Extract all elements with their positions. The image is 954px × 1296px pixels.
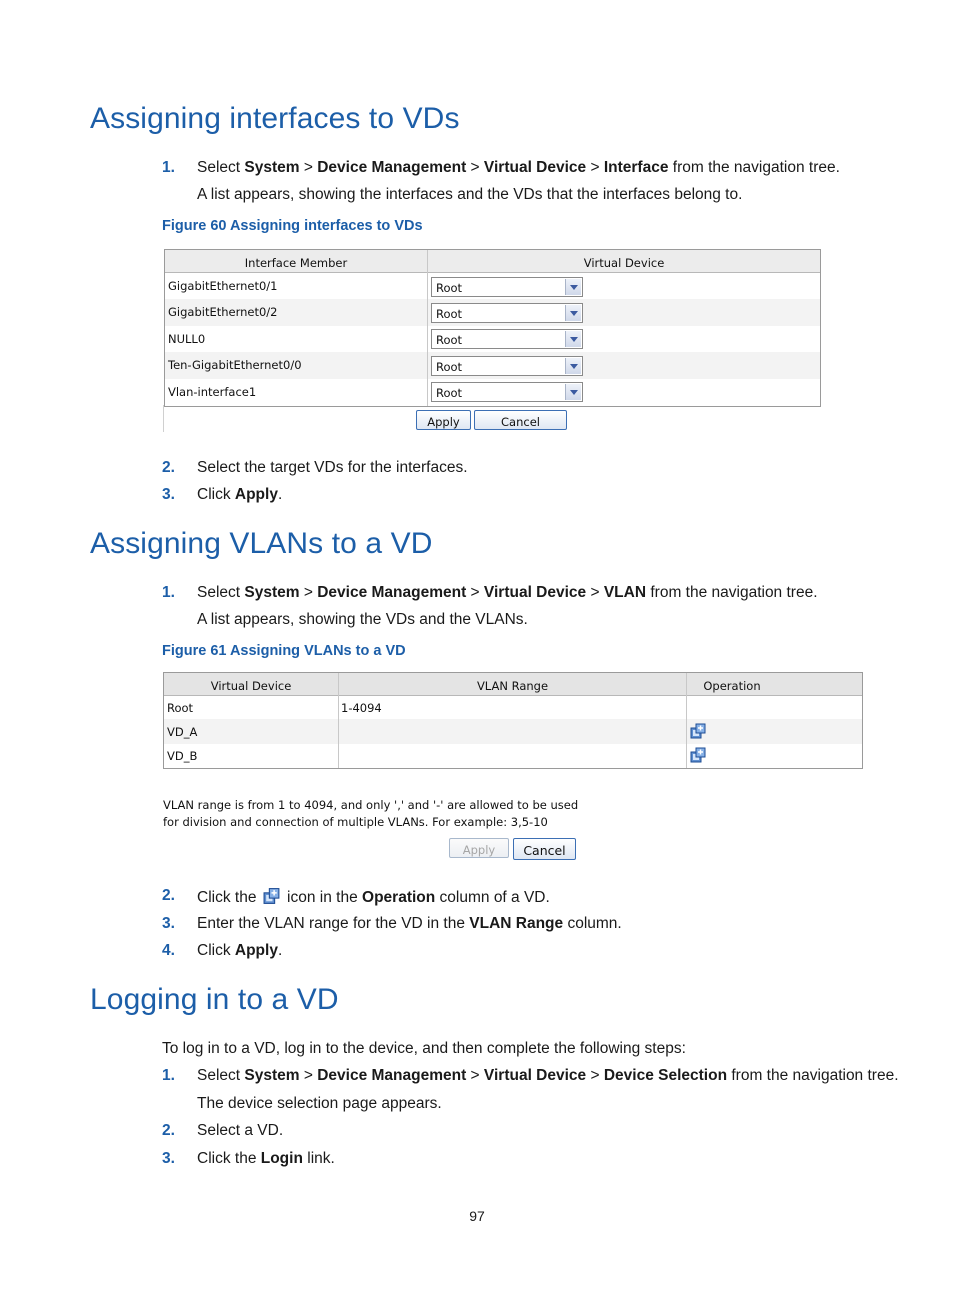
table-row xyxy=(165,326,427,352)
table-row xyxy=(165,273,427,299)
text: > xyxy=(299,159,318,176)
table-row xyxy=(164,719,862,744)
text: from the navigation tree. xyxy=(727,1067,899,1084)
table-row xyxy=(165,299,427,326)
interface-name: Vlan-interface1 xyxy=(168,385,257,399)
text: column of a VD. xyxy=(435,889,550,906)
column-divider xyxy=(338,673,339,768)
step-text xyxy=(197,584,818,602)
chevron-down-icon[interactable] xyxy=(565,331,581,347)
text: > xyxy=(586,1067,604,1084)
text: column. xyxy=(563,915,622,932)
column-header-virtual-device: Virtual Device xyxy=(210,679,292,693)
vd-select-value: Root xyxy=(436,333,463,347)
cancel-button[interactable]: Cancel xyxy=(513,838,576,860)
text: > xyxy=(299,1067,318,1084)
vd-select[interactable] xyxy=(431,382,583,402)
step-number: 1. xyxy=(162,1067,175,1084)
bold-text: Apply xyxy=(234,486,278,503)
column-divider xyxy=(427,250,428,406)
s1-step-1-note: A list appears, showing the interfaces and the VDs that the interfaces belong to. xyxy=(197,186,743,203)
table-row xyxy=(165,379,427,405)
text: > xyxy=(466,1067,484,1084)
column-header-vlan-range: VLAN Range xyxy=(476,679,549,693)
step-number: 2. xyxy=(162,459,175,476)
bold-text: Apply xyxy=(234,942,278,959)
text: link. xyxy=(302,1150,335,1167)
bold-text: Device Management xyxy=(317,584,467,601)
step-number: 2. xyxy=(162,1122,175,1139)
text: Click xyxy=(197,942,235,959)
vlan-range-hint xyxy=(163,797,578,831)
vd-select-value: Root xyxy=(436,386,463,400)
step-text xyxy=(197,1067,899,1085)
step-number: 2. xyxy=(162,887,175,904)
step-text xyxy=(197,1150,335,1168)
step-number: 3. xyxy=(162,1150,175,1167)
bold-text: Operation xyxy=(362,889,436,906)
edit-vd-icon[interactable] xyxy=(690,747,707,763)
text: . xyxy=(277,486,283,503)
step-text xyxy=(197,486,282,504)
hint-line: VLAN range is from 1 to 4094, and only ',' and '-' are allowed to be used xyxy=(163,798,579,812)
chevron-down-icon[interactable] xyxy=(565,384,581,400)
column-header-virtual-device: Virtual Device xyxy=(583,256,665,270)
step-text xyxy=(197,159,840,177)
bold-text: Virtual Device xyxy=(483,584,587,601)
interface-name: NULL0 xyxy=(168,332,206,346)
text: Select xyxy=(197,1067,245,1084)
interfaces-table xyxy=(164,249,821,407)
bold-text: Virtual Device xyxy=(483,1067,587,1084)
bold-text: VLAN xyxy=(603,584,647,601)
text: Click the xyxy=(197,889,261,906)
vlans-table xyxy=(163,672,863,769)
bold-text: Device Management xyxy=(317,159,467,176)
table-edge xyxy=(163,405,164,432)
bold-text: Virtual Device xyxy=(483,159,587,176)
step-number: 4. xyxy=(162,942,175,959)
section-title-assign-interfaces: Assigning interfaces to VDs xyxy=(90,102,460,135)
step-text xyxy=(197,915,622,933)
vd-select-value: Root xyxy=(436,360,463,374)
interface-name: GigabitEthernet0/2 xyxy=(168,305,278,319)
bold-text: System xyxy=(244,584,300,601)
cancel-button[interactable]: Cancel xyxy=(474,410,567,430)
s3-step-1-note: The device selection page appears. xyxy=(197,1095,442,1112)
vd-name: VD_B xyxy=(167,749,198,763)
text: > xyxy=(586,159,604,176)
step-text xyxy=(197,887,550,907)
bold-text: Device Selection xyxy=(603,1067,728,1084)
interface-name: GigabitEthernet0/1 xyxy=(168,279,278,293)
table-row xyxy=(165,352,427,379)
section-title-logging-in: Logging in to a VD xyxy=(90,983,339,1016)
text: icon in the xyxy=(282,889,363,906)
vd-name: Root xyxy=(167,701,194,715)
text: Enter the VLAN range for the VD in the xyxy=(197,915,470,932)
s2-step-1-note: A list appears, showing the VDs and the VLANs. xyxy=(197,611,528,628)
chevron-down-icon[interactable] xyxy=(565,279,581,295)
bold-text: VLAN Range xyxy=(469,915,564,932)
text: Select xyxy=(197,159,245,176)
text: Click xyxy=(197,486,235,503)
text: Click the xyxy=(197,1150,261,1167)
edit-vd-icon[interactable] xyxy=(690,723,707,739)
step-number: 1. xyxy=(162,584,175,601)
hint-line: for division and connection of multiple VLANs. For example: 3,5-10 xyxy=(163,815,548,829)
apply-button[interactable]: Apply xyxy=(449,838,509,858)
vd-select[interactable] xyxy=(431,277,583,297)
text: from the navigation tree. xyxy=(668,159,840,176)
page-number: 97 xyxy=(469,1208,485,1224)
table-row xyxy=(164,744,862,767)
vd-select-value: Root xyxy=(436,307,463,321)
text: Select xyxy=(197,584,245,601)
bold-text: System xyxy=(244,1067,300,1084)
vlan-range: 1-4094 xyxy=(341,701,382,715)
step-number: 1. xyxy=(162,159,175,176)
text: from the navigation tree. xyxy=(646,584,818,601)
figure-60-caption: Figure 60 Assigning interfaces to VDs xyxy=(162,218,423,234)
step-text: Select a VD. xyxy=(197,1122,284,1139)
text: . xyxy=(277,942,283,959)
vd-select[interactable] xyxy=(431,303,583,323)
step-text: Select the target VDs for the interfaces. xyxy=(197,459,468,476)
vd-select[interactable] xyxy=(431,356,583,376)
section-title-assign-vlans: Assigning VLANs to a VD xyxy=(90,527,433,560)
text: > xyxy=(466,584,484,601)
chevron-down-icon[interactable] xyxy=(565,358,581,374)
step-text xyxy=(197,942,282,960)
figure-61-caption: Figure 61 Assigning VLANs to a VD xyxy=(162,643,406,659)
table-row xyxy=(164,696,862,719)
text: > xyxy=(586,584,604,601)
bold-text: Login xyxy=(260,1150,303,1167)
interface-name: Ten-GigabitEthernet0/0 xyxy=(168,358,302,372)
column-divider xyxy=(686,673,687,768)
text: > xyxy=(299,584,318,601)
edit-vd-icon xyxy=(263,887,281,905)
bold-text: Device Management xyxy=(317,1067,467,1084)
bold-text: Interface xyxy=(603,159,669,176)
step-number: 3. xyxy=(162,486,175,503)
vd-name: VD_A xyxy=(167,725,198,739)
column-header-interface-member: Interface Member xyxy=(244,256,348,270)
apply-button[interactable]: Apply xyxy=(416,410,471,430)
chevron-down-icon[interactable] xyxy=(565,305,581,321)
text: > xyxy=(466,159,484,176)
bold-text: System xyxy=(244,159,300,176)
s3-intro: To log in to a VD, log in to the device, and then complete the following steps: xyxy=(162,1040,686,1057)
column-header-operation: Operation xyxy=(703,679,761,693)
step-number: 3. xyxy=(162,915,175,932)
vd-select[interactable] xyxy=(431,329,583,349)
vd-select-value: Root xyxy=(436,281,463,295)
